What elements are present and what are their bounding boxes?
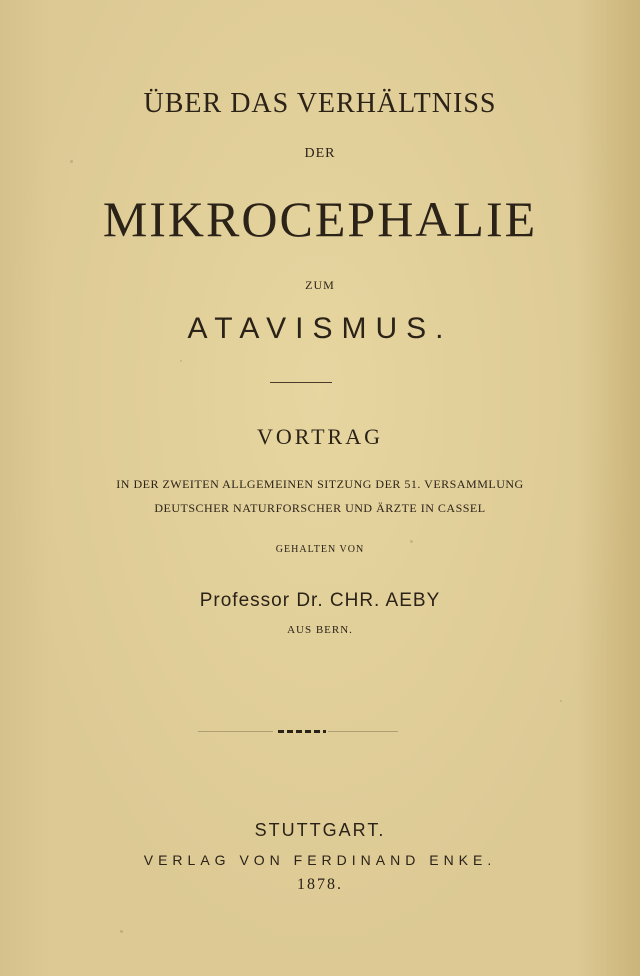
connector-der: DER xyxy=(304,146,336,161)
delivered-by-label: GEHALTEN VON xyxy=(275,544,365,555)
title-line-1: ÜBER DAS VERHÄLTNISS xyxy=(143,88,497,119)
ornament-left-rule xyxy=(198,731,273,732)
author-name: Professor Dr. CHR. AEBY xyxy=(199,590,441,611)
publisher-line: VERLAG VON FERDINAND ENKE. xyxy=(143,852,497,868)
subject-title: ATAVISMUS. xyxy=(187,312,453,345)
occasion-line-1: IN DER ZWEITEN ALLGEMEINEN SITZUNG DER 51. VERSAMMLUNG xyxy=(116,477,524,491)
foxing-spot xyxy=(560,700,562,702)
publication-city: STUTTGART. xyxy=(254,820,386,840)
genre-label: VORTRAG xyxy=(256,424,383,449)
occasion-line-2: DEUTSCHER NATURFORSCHER UND ÄRZTE IN CASSEL xyxy=(154,501,486,515)
author-origin: AUS BERN. xyxy=(287,624,353,636)
ornament-center-mark xyxy=(278,730,326,733)
divider-rule xyxy=(270,382,332,383)
foxing-spot xyxy=(120,930,123,933)
foxing-spot xyxy=(70,160,73,163)
publication-year: 1878. xyxy=(297,876,343,893)
ornamental-rule xyxy=(198,728,398,736)
ornament-right-rule xyxy=(328,731,398,732)
foxing-spot xyxy=(180,360,182,362)
main-title: MIKROCEPHALIE xyxy=(102,191,538,247)
foxing-spot xyxy=(410,540,413,543)
connector-zum: ZUM xyxy=(305,278,335,292)
